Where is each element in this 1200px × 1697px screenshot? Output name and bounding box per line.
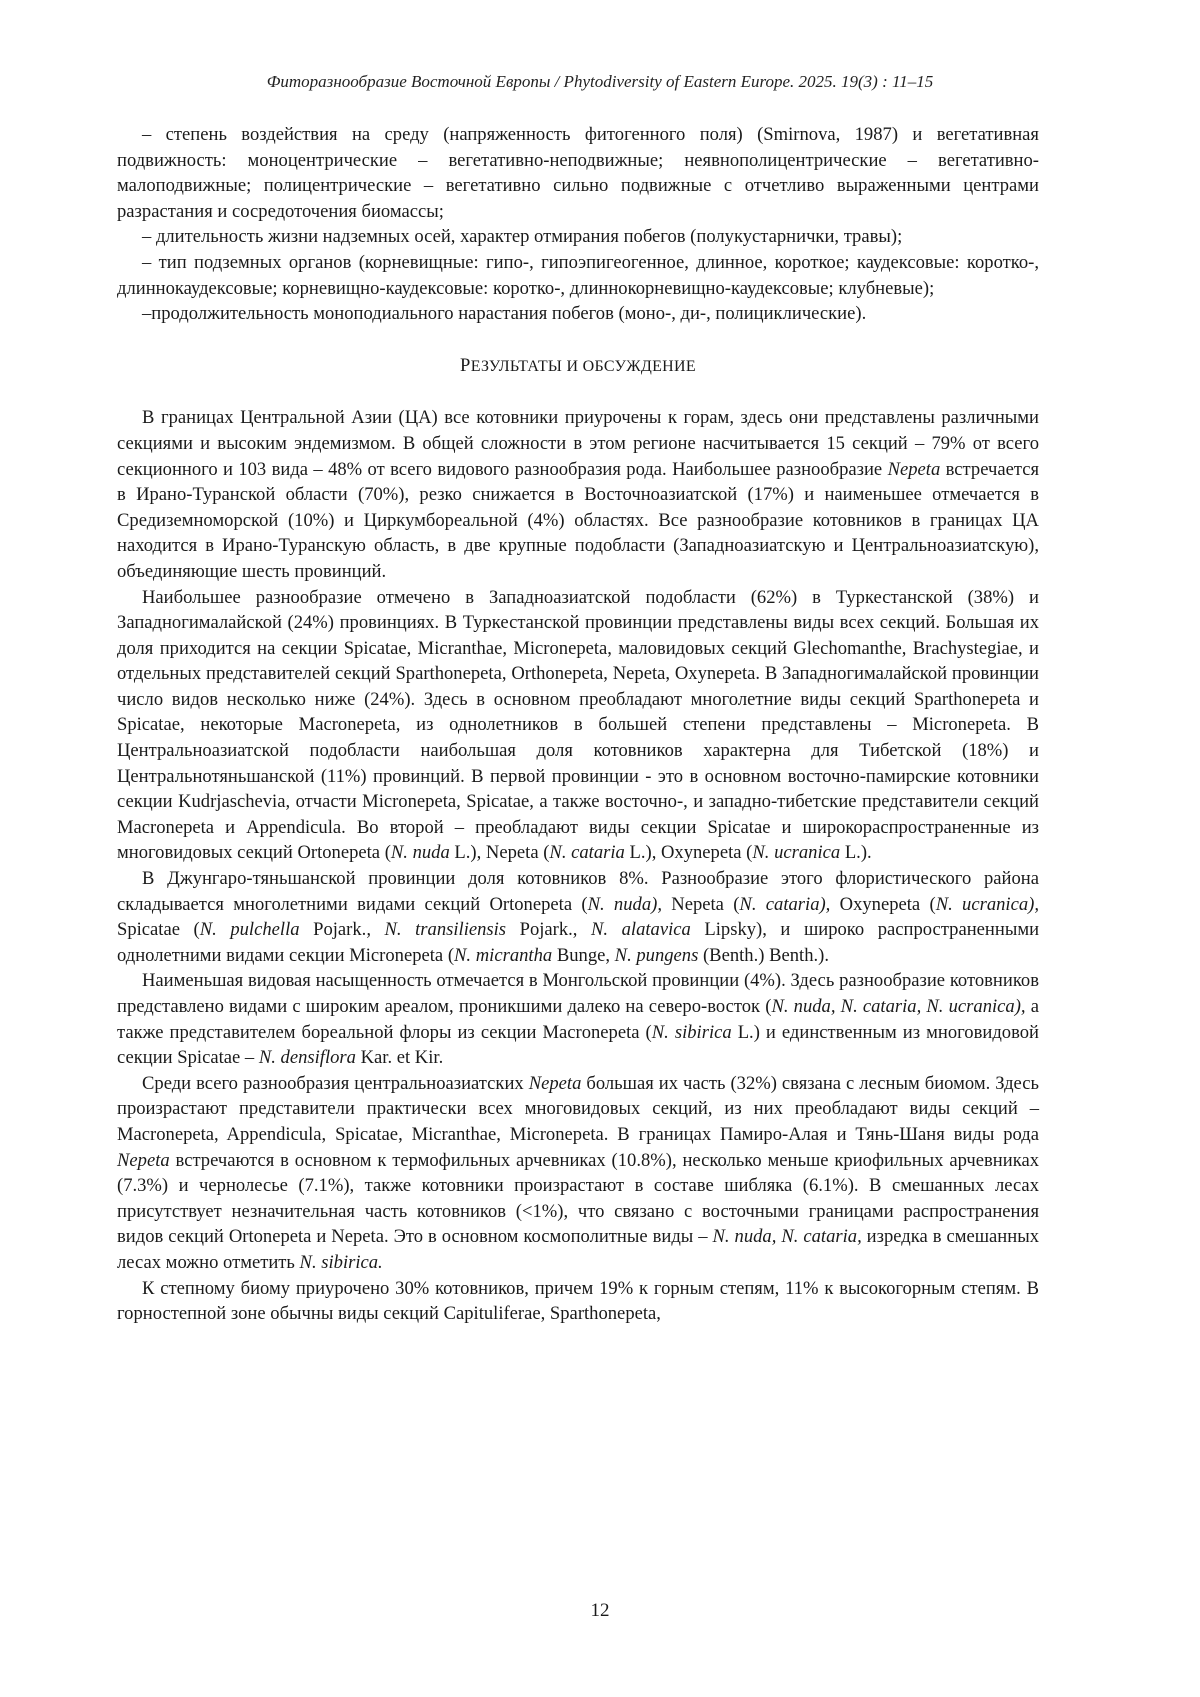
taxon-name: N. ucranica),: [935, 893, 1039, 915]
taxon-name: N. densiflora: [258, 1047, 356, 1069]
text-run: L.) и единственным из многовидовой секции Spicatae –: [117, 1021, 1039, 1069]
taxon-name: N. nuda, N. cataria,: [712, 1226, 862, 1248]
text-run: Nepeta (: [661, 893, 740, 915]
taxon-name: N. ucranica: [752, 842, 841, 864]
text-run: Lipsky), и широко распространенными однолетними видами секции Micronepeta (: [117, 919, 1040, 966]
paragraph: [117, 1276, 1039, 1327]
paragraph: [117, 866, 1039, 968]
text-run: Наибольшее разнообразие отмечено в Западноазиатской подобласти (62%) в Туркестанской (38%) и Западногималайской (24%) провинциях. В Туркестанской провинции представлены виды всех секций. Большая их доля приходится на секции Spicatae, Micranthae, Micronepeta, маловидовых секций Glechomanthe, Brachystegiae, и отдельных представителей секций Sparthonepeta, Orthonepeta, Nepeta, Oxynepeta. В Западногималайской провинции число видов несколько ниже (24%). Здесь в основном преобладают многолетние виды секций Sparthonepeta и Spicatae, некоторые Macronepeta, из однолетников в большей степени представлены – Micronepeta. В Центральноазиатской подобласти наибольшая доля котовников характерна для Тибетской (18%) и Центральнотяньшанской (11%) провинций. В первой провинции - это в основном восточно-памирские котовники секции Kudrjaschevia, отчасти Micronepeta, Spicatae, а также восточно-, и западно-тибетские представители секций Macronepeta и Appendicula. Во второй – преобладают виды секции Spicatae и широкораспространенные из многовидовых секций Ortonepeta (: [117, 586, 1039, 864]
taxon-name: N. sibirica: [651, 1021, 732, 1043]
taxon-name: N. cataria: [549, 842, 625, 864]
text-run: встречается в Ирано-Туранской области (70%), резко снижается в Восточноазиатской (17%) и наименьшее отмечается в Средиземноморской (10%) и Циркумбореальной (4%) областях. Все разнообразие котовников в границах ЦА находится в Ирано-Туранскую область, в две крупные подобласти (Западноазиатскую и Центральноазиатскую), объединяющие шесть провинций.: [117, 458, 1040, 582]
running-head: Фиторазнообразие Восточной Европы / Phytodiversity of Eastern Europe. 2025. 19(3) : 11–15: [266, 72, 934, 91]
text-run: Наименьшая видовая насыщенность отмечается в Монгольской провинции (4%). Здесь разнообразие котовников представлено видами с широким ареалом, проникшими далеко на северо-восток (: [117, 970, 1039, 1017]
taxon-name: N. nuda, N. cataria, N. ucranica),: [771, 996, 1026, 1017]
taxon-name: N. nuda),: [587, 893, 662, 915]
text-run: Spicatae (: [117, 919, 200, 941]
text-run: Среди всего разнообразия центральноазиатских: [142, 1072, 529, 1094]
text-run: изредка в смешанных лесах можно отметить: [117, 1226, 1039, 1273]
text-run: В границах Центральной Азии (ЦА) все котовники приурочены к горам, здесь они представлены различными секциями и высоким эндемизмом. В общей сложности в этом регионе насчитывается 15 секций – 79% от всего секционного и 103 вида – 48% от всего видового разнообразия рода. Наибольшее разнообразие: [117, 407, 1039, 480]
text-run: L.), Nepeta (: [449, 842, 550, 864]
taxon-name: , N. transiliensis: [366, 919, 507, 941]
text-run: В Джунгаро-тяньшанской провинции доля котовников 8%. Разнообразие этого флористического района складывается многолетними видами секций Ortonepeta (: [117, 868, 1039, 915]
taxon-name: N. pulchella: [199, 919, 300, 941]
section-heading-rest: ЕЗУЛЬТАТЫ И ОБСУЖДЕНИЕ: [470, 357, 696, 375]
taxon-name: N. nuda: [390, 842, 450, 864]
text-run: (Benth.) Benth.).: [698, 944, 829, 966]
paragraph: [117, 968, 1039, 1070]
taxon-name: Nepeta: [887, 458, 941, 480]
taxon-name: N. sibirica.: [299, 1251, 383, 1273]
text-run: большая их часть (32%) связана с лесным биомом. Здесь произрастают представители практически всех многовидовых секций, из них преобладают виды секций – Macronepeta, Appendicula, Spicatae, Micranthae, Micronepeta. В границах Памиро-Алая и Тянь-Шаня виды рода: [117, 1072, 1039, 1145]
criterion-item: – степень воздействия на среду (напряженность фитогенного поля) (Smirnova, 1987) и вегетативная подвижность: моноцентрические – вегетативно-неподвижные; неявнополицентрические – вегетативно-малоподвижные; полицентрические – вегетативно сильно подвижные с отчетливо выраженными центрами разрастания и сосредоточения биомассы;: [117, 124, 1039, 222]
text-run: Kar. et Kir.: [355, 1047, 444, 1069]
paragraph: [117, 405, 1039, 584]
taxon-name: N. micrantha: [454, 944, 553, 966]
text-run: Oxynepeta (: [830, 893, 936, 915]
taxon-name: N. pungens: [614, 944, 699, 966]
text-run: L.), Oxynepeta (: [624, 842, 753, 864]
page-number: 12: [590, 1600, 610, 1621]
text-run: L.).: [840, 842, 872, 864]
taxon-name: Nepeta: [117, 1149, 170, 1171]
text-run: а также представителем бореальной флоры из секции Macronepeta (: [117, 996, 1039, 1043]
text-run: К степному биому приурочено 30% котовников, причем 19% к горным степям, 11% к высокогорным степям. В горностепной зоне обычны виды секций Capituliferae, Sparthonepeta,: [117, 1277, 1039, 1325]
text-run: Pojark.,: [506, 919, 592, 941]
criterion-item: –продолжительность моноподиального нарастания побегов (моно-, ди-, полициклические).: [142, 303, 867, 325]
text-run: встречаются в основном к термофильных арчевниках (10.8%), несколько меньше криофильных арчевниках (7.3%) и чернолесье (7.1%), также котовники произрастают в составе шибляка (6.1%). В смешанных лесах присутствует незначительная часть котовников (<1%), что связано с восточными границами распространения видов секций Ortonepeta и Nepeta. Это в основном космополитные виды –: [117, 1149, 1039, 1248]
paragraph: [117, 1071, 1039, 1276]
taxon-name: Nepeta: [528, 1072, 582, 1094]
results-text: [117, 405, 1039, 1326]
criterion-item: – тип подземных органов (корневищные: гипо-, гипоэпигеогенное, длинное, короткое; каудексовые: коротко-, длиннокаудексовые; корневищно-каудексовые: коротко-, длиннокорневищно-каудексовые; клубневые);: [117, 251, 1039, 299]
text-run: Bunge,: [552, 944, 615, 966]
taxon-name: N. cataria),: [739, 893, 831, 915]
paragraph: [117, 585, 1039, 867]
criteria-list: [117, 122, 1039, 327]
section-heading: [117, 353, 1039, 380]
taxon-name: N. alatavica: [591, 919, 691, 941]
page-body: [117, 122, 1039, 1327]
criterion-item: – длительность жизни надземных осей, характер отмирания побегов (полукустарнички, травы);: [142, 226, 903, 248]
text-run: Pojark.: [299, 919, 367, 941]
section-heading-initial: Р: [460, 354, 471, 376]
